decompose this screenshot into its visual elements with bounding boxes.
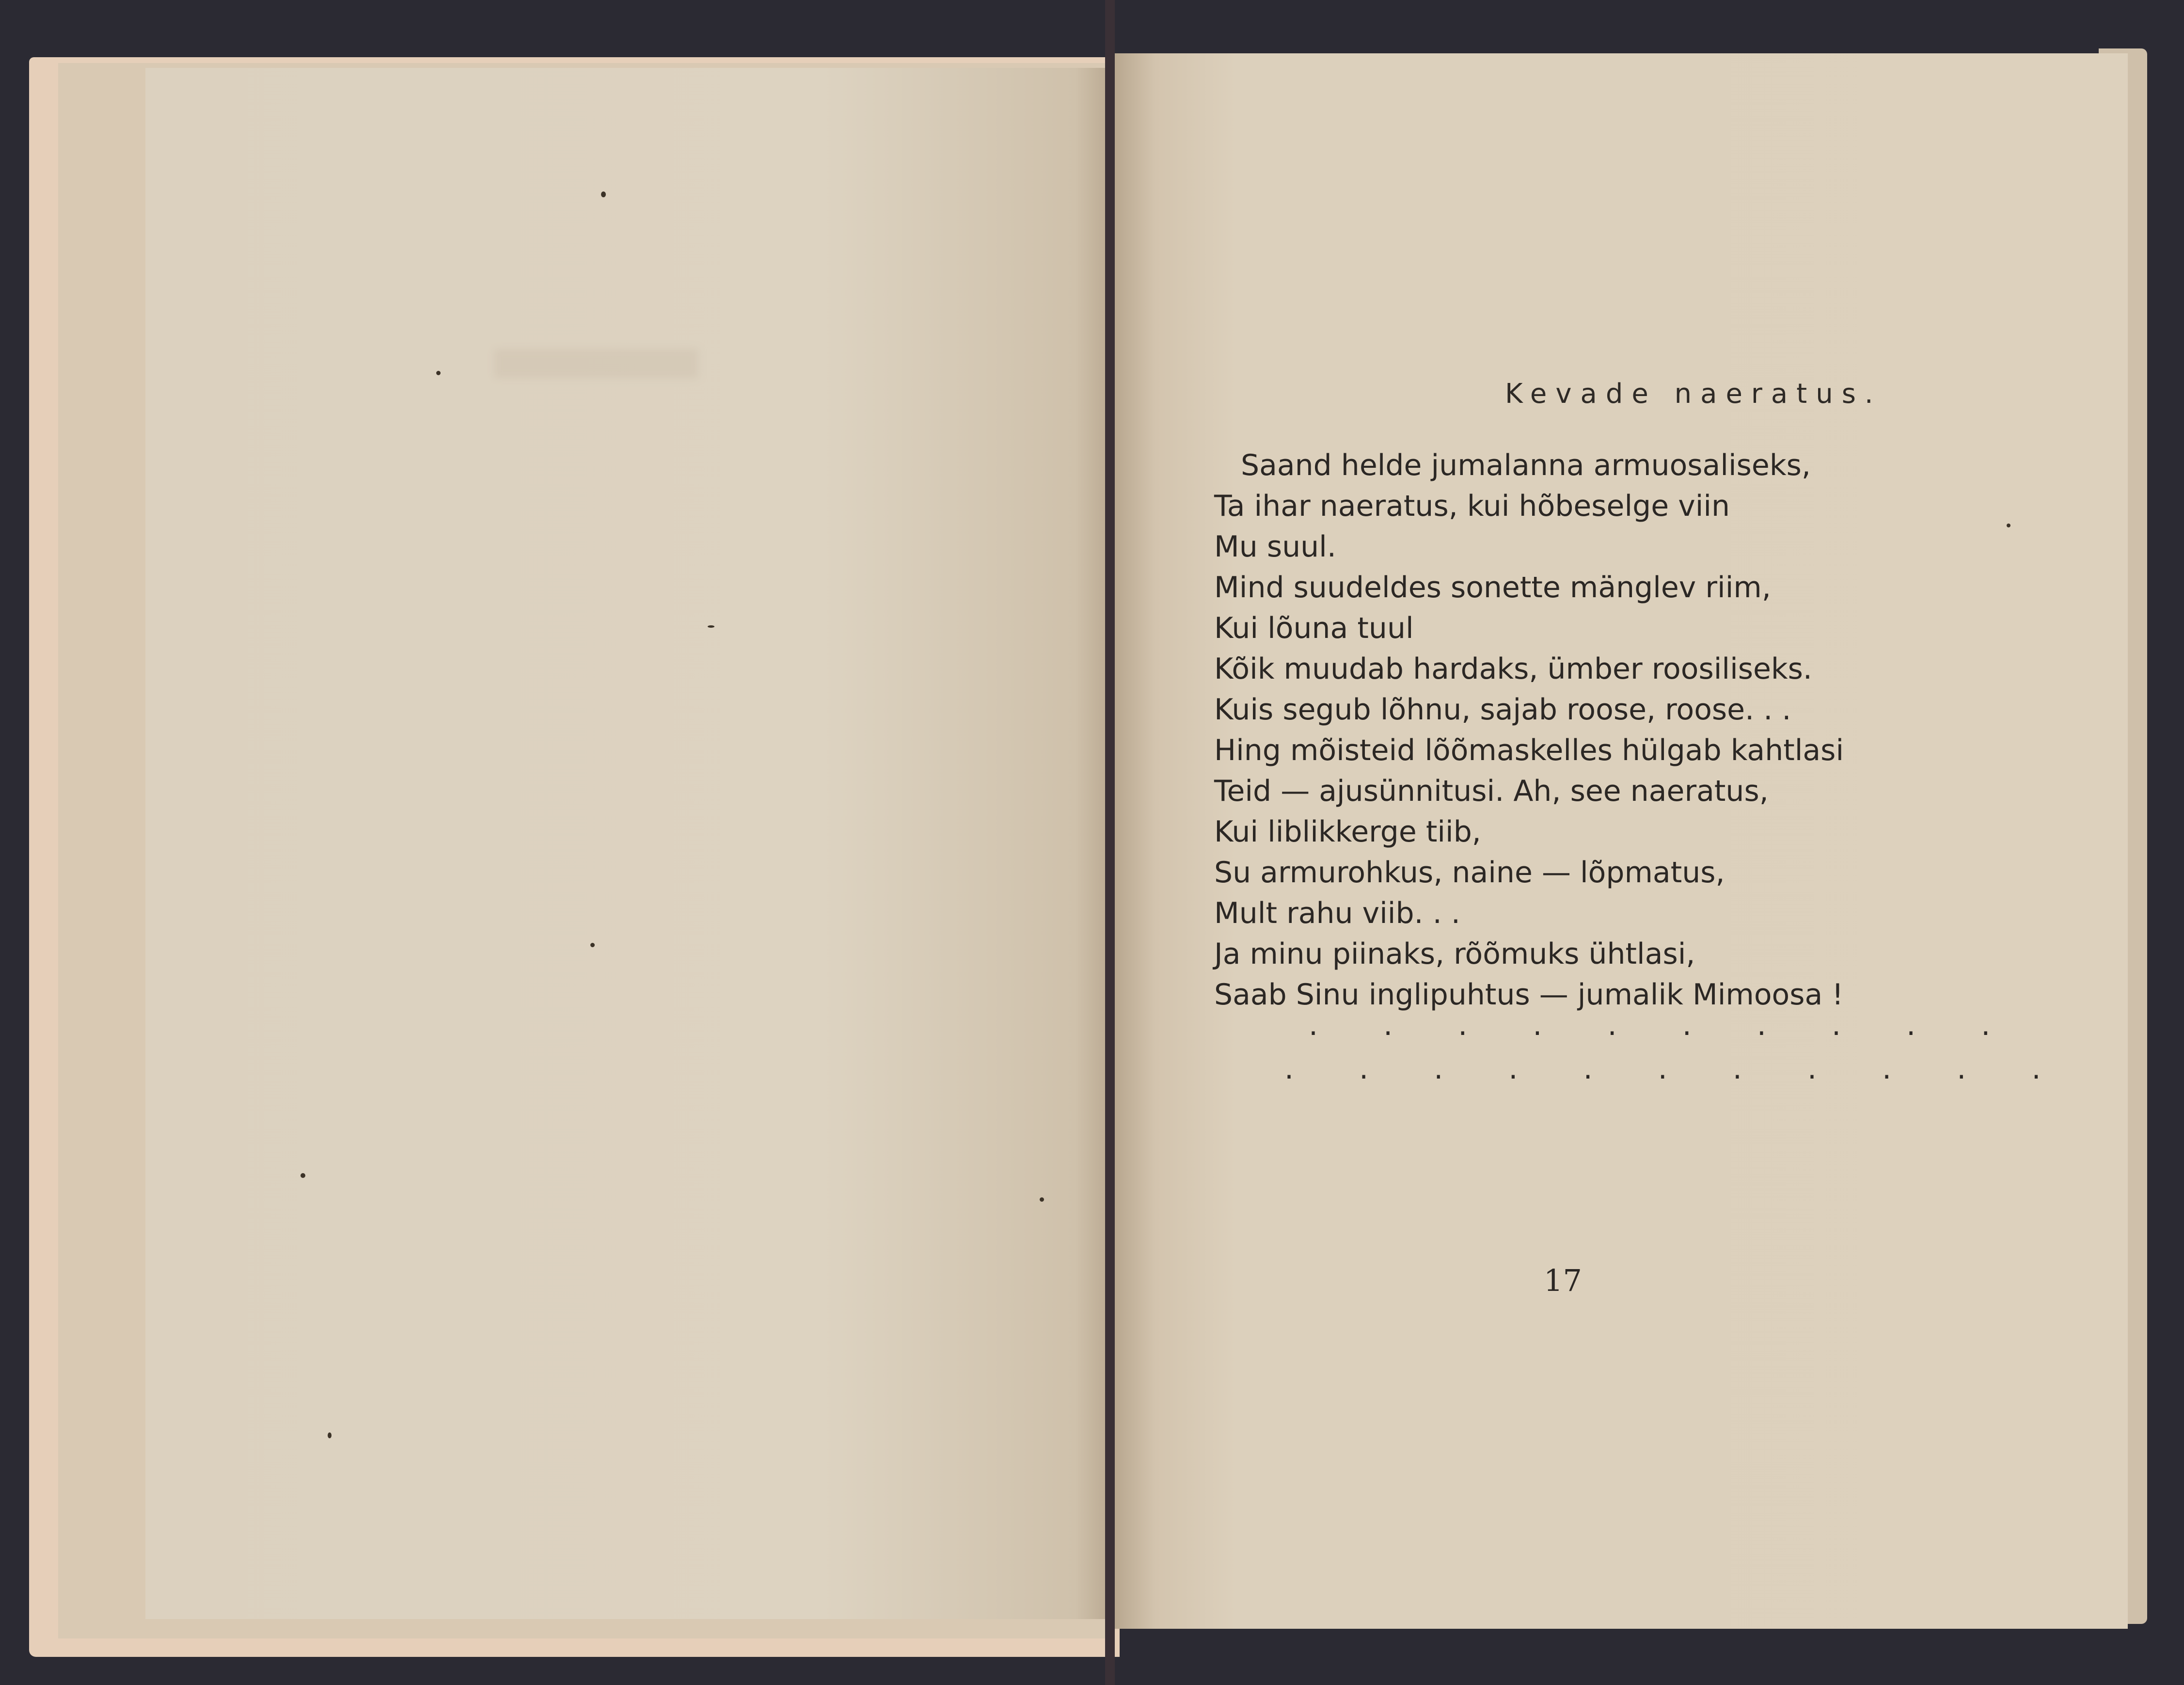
- poem-line: Teid — ajusünnitusi. Ah, see naeratus,: [1214, 774, 1769, 808]
- left-page: [145, 68, 1114, 1619]
- ellipsis-row: . . . . . . . . . .: [1309, 1008, 2019, 1042]
- poem-title: Kevade naeratus.: [1505, 378, 1882, 410]
- page-number: 17: [1544, 1263, 1582, 1298]
- poem-body: [1214, 445, 1844, 1015]
- poem-line: Saand helde jumalanna armuosaliseks,: [1241, 448, 1811, 482]
- poem-line: Mult rahu viib. . .: [1214, 896, 1460, 930]
- paper-speck: [1040, 1197, 1044, 1202]
- poem-line: Mu suul.: [1214, 530, 1336, 564]
- poem-line: Kuis segub lõhnu, sajab roose, roose. . .: [1214, 693, 1791, 727]
- paper-speck: [590, 943, 595, 947]
- poem-line: Kõik muudab hardaks, ümber roosiliseks.: [1214, 652, 1812, 686]
- paper-speck: [708, 625, 714, 628]
- paper-speck: [328, 1432, 332, 1438]
- poem-line: Hing mõisteid lõõmaskelles hülgab kahtlasi: [1214, 733, 1844, 767]
- poem-line: Su armurohkus, naine — lõpmatus,: [1214, 856, 1725, 890]
- poem-line: Mind suudeldes sonette mänglev riim,: [1214, 571, 1771, 604]
- book-gutter: [1105, 0, 1115, 1685]
- poem-line: Ja minu piinaks, rõõmuks ühtlasi,: [1214, 937, 1695, 971]
- poem-line: Kui liblikkerge tiib,: [1214, 815, 1481, 849]
- show-through-mark: [494, 349, 698, 378]
- poem-line: Saab Sinu inglipuhtus — jumalik Mimoosa !: [1214, 978, 1844, 1012]
- poem-line: Kui lõuna tuul: [1214, 611, 1414, 645]
- paper-speck: [301, 1173, 305, 1178]
- ellipsis-row: . . . . . . . . . . .: [1284, 1052, 2069, 1086]
- paper-speck: [2007, 524, 2010, 527]
- poem-line: Ta ihar naeratus, kui hõbeselge viin: [1214, 489, 1730, 523]
- paper-speck: [601, 191, 606, 197]
- paper-speck: [436, 371, 441, 375]
